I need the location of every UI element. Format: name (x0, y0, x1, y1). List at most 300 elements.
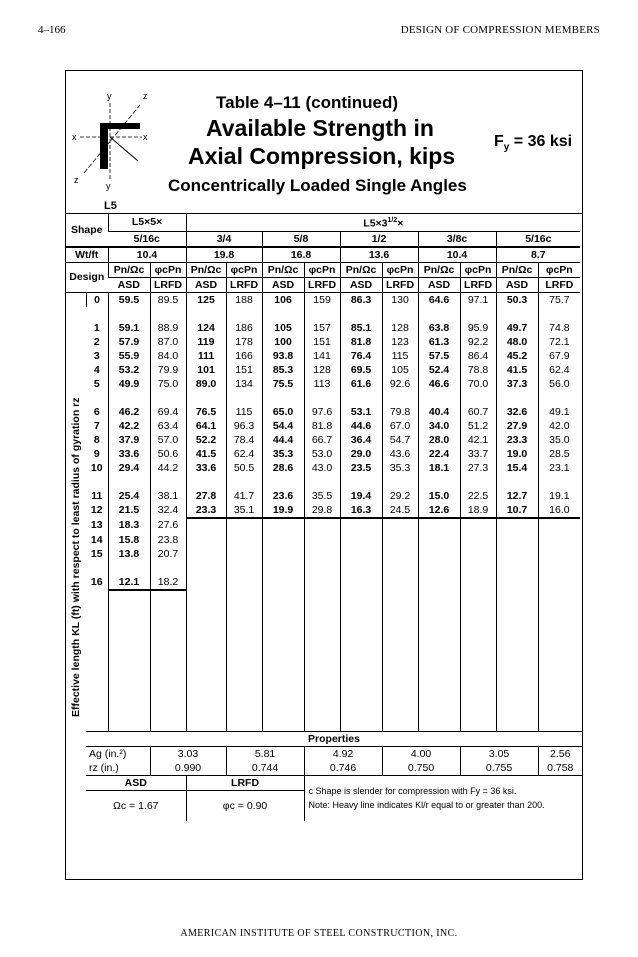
asd-cell: 124 (186, 321, 226, 335)
kl-value: 3 (93, 349, 100, 362)
asd-cell: 111 (186, 349, 226, 363)
wt-label: Wt/ft (66, 247, 108, 263)
kl-value: 6 (93, 405, 100, 418)
asd-cell: 23.5 (340, 461, 382, 475)
asd-cell: 40.4 (418, 405, 460, 419)
lrfd-footer-label: LRFD (186, 775, 304, 790)
kl-value: 11 (91, 489, 103, 502)
page-header (38, 24, 600, 42)
lrfd-cell (382, 533, 418, 547)
lrfd-cell (538, 575, 580, 590)
asd-cell: 10.7 (496, 503, 538, 518)
phi-pn-header: φcPn (304, 262, 340, 277)
table-row (66, 292, 582, 307)
filler-row (66, 605, 582, 619)
lrfd-cell: 43.6 (382, 447, 418, 461)
asd-header: ASD (108, 277, 150, 292)
asd-header: ASD (340, 277, 382, 292)
asd-cell: 53.2 (108, 363, 150, 377)
rz-row-value: 0.746 (304, 761, 382, 776)
lrfd-cell: 35.3 (382, 461, 418, 475)
asd-cell: 49.7 (496, 321, 538, 335)
properties-title-row (66, 731, 582, 746)
lrfd-cell: 35.1 (226, 503, 262, 518)
table-row (66, 377, 582, 391)
pn-omega-header: Pn/Ωc (186, 262, 226, 277)
asd-cell: 81.8 (340, 335, 382, 349)
lrfd-cell: 141 (304, 349, 340, 363)
kl-value: 0 (86, 292, 108, 307)
lrfd-cell: 97.1 (460, 292, 496, 307)
lrfd-cell: 41.7 (226, 489, 262, 503)
asd-cell: 59.1 (108, 321, 150, 335)
kl-value: 15 (90, 547, 103, 560)
asd-cell: 119 (186, 335, 226, 349)
asd-cell (496, 533, 538, 547)
lrfd-cell: 42.1 (460, 433, 496, 447)
asd-cell: 42.2 (108, 419, 150, 433)
filler-row (66, 675, 582, 689)
lrfd-cell: 186 (226, 321, 262, 335)
asd-cell: 89.0 (186, 377, 226, 391)
asd-cell: 32.6 (496, 405, 538, 419)
kl-value: 12 (90, 504, 103, 516)
lrfd-cell: 38.1 (150, 489, 186, 503)
yield-strength: $F_y = 36$ ksi (494, 133, 573, 154)
asd-header: ASD (496, 277, 538, 292)
lrfd-cell: 28.5 (538, 447, 580, 461)
lrfd-cell: 151 (304, 335, 340, 349)
lrfd-cell: 35.5 (304, 489, 340, 503)
lrfd-cell: 56.0 (538, 377, 580, 391)
asd-cell: 45.2 (496, 349, 538, 363)
asd-cell: 18.1 (418, 461, 460, 475)
asd-cell: 63.8 (418, 321, 460, 335)
pn-omega-header: Pn/Ωc (340, 262, 382, 277)
lrfd-cell: 166 (226, 349, 262, 363)
asd-cell: 12.1 (108, 575, 150, 590)
table-subtitle: Concentrically Loaded Single Angles (168, 176, 467, 195)
lrfd-cell: 23.1 (538, 461, 580, 475)
asd-cell: 49.9 (108, 377, 150, 391)
lrfd-cell: 63.4 (150, 419, 186, 433)
lrfd-header: LRFD (304, 277, 340, 292)
lrfd-cell: 50.5 (226, 461, 262, 475)
asd-cell (340, 575, 382, 590)
rz-row-value: 0.750 (382, 761, 460, 776)
shape-l5x5: L5×5× (108, 214, 186, 232)
lrfd-cell: 92.2 (460, 335, 496, 349)
kl-value: 16 (90, 576, 103, 588)
axis-z-top-label: z (143, 91, 148, 101)
lrfd-cell: 134 (226, 377, 262, 391)
lrfd-cell: 62.4 (538, 363, 580, 377)
asd-cell (262, 518, 304, 533)
lrfd-cell (226, 533, 262, 547)
asd-cell: 12.7 (496, 489, 538, 503)
asd-cell: 53.1 (340, 405, 382, 419)
lrfd-cell (304, 533, 340, 547)
rz-row-label: rz (in.) (89, 761, 119, 774)
lrfd-cell (304, 547, 340, 561)
shape-l5x3: $L5\times 3^{1/2}\times$ (186, 214, 580, 232)
asd-cell: 44.6 (340, 419, 382, 433)
rz-row-value: 0.744 (226, 761, 304, 776)
asd-cell: 85.3 (262, 363, 304, 377)
lrfd-cell: 78.4 (226, 433, 262, 447)
asd-cell: 44.4 (262, 433, 304, 447)
lrfd-cell: 123 (382, 335, 418, 349)
lrfd-cell (460, 575, 496, 590)
lrfd-cell: 19.1 (538, 489, 580, 503)
lrfd-cell: 84.0 (150, 349, 186, 363)
lrfd-cell (304, 575, 340, 590)
lrfd-cell: 24.5 (382, 503, 418, 518)
table-row (66, 321, 582, 335)
properties-label: Properties (86, 731, 582, 746)
thickness-cell: 5/16c (496, 231, 580, 247)
lrfd-cell: 57.0 (150, 433, 186, 447)
asd-cell: 85.1 (340, 321, 382, 335)
lrfd-cell: 78.8 (460, 363, 496, 377)
table-row (66, 363, 582, 377)
lrfd-cell: 130 (382, 292, 418, 307)
thickness-cell: 3/4 (186, 231, 262, 247)
table-notes (304, 775, 582, 821)
lrfd-header: LRFD (382, 277, 418, 292)
phi-pn-header: φcPn (460, 262, 496, 277)
lrfd-header: LRFD (150, 277, 186, 292)
lrfd-cell: 29.8 (304, 503, 340, 518)
lrfd-cell: 96.3 (226, 419, 262, 433)
asd-cell: 57.9 (108, 335, 150, 349)
asd-cell: 75.5 (262, 377, 304, 391)
asd-cell: 55.9 (108, 349, 150, 363)
asd-cell: 106 (262, 292, 304, 307)
table-row (66, 489, 582, 503)
lrfd-cell: 20.7 (150, 547, 186, 561)
asd-cell: 65.0 (262, 405, 304, 419)
filler-row (66, 633, 582, 647)
lrfd-cell: 35.0 (538, 433, 580, 447)
table-row (66, 447, 582, 461)
area-row-label: Ag (in.²) (89, 747, 127, 760)
pn-omega-header: Pn/Ωc (262, 262, 304, 277)
asd-cell (186, 547, 226, 561)
asd-cell: 23.6 (262, 489, 304, 503)
asd-cell: 125 (186, 292, 226, 307)
area-row-value: 3.03 (150, 746, 226, 761)
lrfd-cell: 75.0 (150, 377, 186, 391)
weight-cell: 19.8 (186, 247, 262, 263)
asd-cell: 21.5 (108, 503, 150, 518)
asd-cell: 76.5 (186, 405, 226, 419)
lrfd-cell: 27.3 (460, 461, 496, 475)
shape-label: Shape (71, 223, 103, 236)
lrfd-cell: 151 (226, 363, 262, 377)
kl-value: 14 (90, 533, 103, 546)
section-title: DESIGN OF COMPRESSION MEMBERS (400, 24, 600, 36)
asd-cell: 29.4 (108, 461, 150, 475)
lrfd-cell: 159 (304, 292, 340, 307)
asd-cell: 50.3 (496, 292, 538, 307)
asd-cell (340, 547, 382, 561)
asd-cell: 12.6 (418, 503, 460, 518)
asd-cell: 15.8 (108, 533, 150, 547)
asd-cell: 105 (262, 321, 304, 335)
phi-pn-header: φcPn (226, 262, 262, 277)
weight-row (66, 247, 582, 263)
lrfd-cell (304, 518, 340, 533)
table-row (66, 349, 582, 363)
asd-cell (340, 518, 382, 533)
axis-y-bottom-label: y (106, 181, 111, 191)
lrfd-cell (538, 533, 580, 547)
lrfd-cell: 22.5 (460, 489, 496, 503)
design-header-row (66, 262, 582, 277)
lrfd-cell: 67.0 (382, 419, 418, 433)
lrfd-cell: 115 (382, 349, 418, 363)
lrfd-cell: 44.2 (150, 461, 186, 475)
lrfd-cell (538, 518, 580, 533)
filler-row (66, 717, 582, 732)
asd-cell (418, 518, 460, 533)
asd-header: ASD (186, 277, 226, 292)
filler-row (66, 619, 582, 633)
filler-row (66, 661, 582, 675)
asd-cell: 86.3 (340, 292, 382, 307)
lrfd-cell: 72.1 (538, 335, 580, 349)
page-footer: AMERICAN INSTITUTE OF STEEL CONSTRUCTION, INC. (180, 928, 458, 939)
area-row-value: 3.05 (460, 746, 538, 761)
asd-cell: 18.3 (108, 518, 150, 533)
asd-cell: 52.4 (418, 363, 460, 377)
strength-table (66, 213, 582, 821)
filler-row (66, 590, 582, 605)
table-number: Table 4–11 (continued) (216, 93, 399, 112)
pn-omega-header: Pn/Ωc (496, 262, 538, 277)
axis-z-bottom-label: z (74, 175, 79, 185)
weight-cell: 8.7 (496, 247, 580, 263)
thickness-cell: 5/8 (262, 231, 340, 247)
lrfd-cell: 75.7 (538, 292, 580, 307)
pn-omega-header: Pn/Ωc (108, 262, 150, 277)
area-row-value: 4.00 (382, 746, 460, 761)
diagram-label: L5 (104, 200, 117, 212)
lrfd-cell: 23.8 (150, 533, 186, 547)
row-gap (66, 475, 582, 489)
asd-cell: 46.2 (108, 405, 150, 419)
phi-value: φc = 0.90 (186, 790, 304, 821)
kl-value: 8 (93, 433, 100, 446)
area-row-value: 2.56 (538, 746, 582, 761)
table-row (66, 405, 582, 419)
rz-row (66, 761, 582, 776)
lrfd-cell: 42.0 (538, 419, 580, 433)
lrfd-cell: 33.7 (460, 447, 496, 461)
asd-cell: 29.0 (340, 447, 382, 461)
thickness-cell: 5/16c (108, 231, 186, 247)
kl-value: 7 (93, 419, 100, 432)
asd-cell: 59.5 (108, 292, 150, 307)
lrfd-cell (460, 547, 496, 561)
rz-row-value: 0.758 (538, 761, 582, 776)
area-row (66, 746, 582, 761)
asd-cell: 36.4 (340, 433, 382, 447)
table-row (66, 461, 582, 475)
kl-value: 13 (90, 519, 103, 531)
weight-cell: 13.6 (340, 247, 418, 263)
asd-cell: 101 (186, 363, 226, 377)
lrfd-cell: 51.2 (460, 419, 496, 433)
lrfd-cell: 50.6 (150, 447, 186, 461)
rz-row-value: 0.990 (150, 761, 226, 776)
lrfd-cell (226, 575, 262, 590)
asd-cell (340, 533, 382, 547)
asd-lrfd-row (66, 277, 582, 292)
lrfd-cell: 88.9 (150, 321, 186, 335)
asd-cell (418, 533, 460, 547)
lrfd-cell: 18.9 (460, 503, 496, 518)
row-gap (66, 391, 582, 405)
asd-cell (418, 575, 460, 590)
lrfd-cell: 29.2 (382, 489, 418, 503)
asd-cell (186, 518, 226, 533)
phi-pn-header: φcPn (150, 262, 186, 277)
asd-cell: 27.9 (496, 419, 538, 433)
weight-cell: 10.4 (418, 247, 496, 263)
lrfd-cell: 89.5 (150, 292, 186, 307)
asd-cell: 33.6 (186, 461, 226, 475)
lrfd-cell (538, 547, 580, 561)
lrfd-cell: 105 (382, 363, 418, 377)
lrfd-cell: 87.0 (150, 335, 186, 349)
lrfd-cell: 49.1 (538, 405, 580, 419)
asd-cell: 16.3 (340, 503, 382, 518)
asd-cell: 35.3 (262, 447, 304, 461)
lrfd-cell (382, 575, 418, 590)
asd-cell: 37.3 (496, 377, 538, 391)
asd-cell (262, 575, 304, 590)
lrfd-cell: 27.6 (150, 518, 186, 533)
lrfd-cell: 92.6 (382, 377, 418, 391)
weight-cell: 10.4 (108, 247, 186, 263)
lrfd-cell: 128 (382, 321, 418, 335)
row-gap (66, 307, 582, 321)
lrfd-cell: 32.4 (150, 503, 186, 518)
table-title-line1: Available Strength in (206, 115, 434, 141)
asd-cell: 27.8 (186, 489, 226, 503)
axis-x-right-label: x (143, 132, 148, 142)
asd-cell: 100 (262, 335, 304, 349)
asd-cell: 57.5 (418, 349, 460, 363)
asd-cell: 37.9 (108, 433, 150, 447)
table-title-line2: Axial Compression, kips (188, 143, 456, 169)
filler-row (66, 689, 582, 703)
table-row (66, 433, 582, 447)
asd-cell: 19.4 (340, 489, 382, 503)
filler-row (66, 703, 582, 717)
lrfd-cell (460, 518, 496, 533)
asd-cell (262, 547, 304, 561)
asd-cell: 34.0 (418, 419, 460, 433)
pn-omega-header: Pn/Ωc (418, 262, 460, 277)
asd-cell: 41.5 (186, 447, 226, 461)
thickness-cell: 3/8c (418, 231, 496, 247)
asd-cell: 76.4 (340, 349, 382, 363)
lrfd-cell: 54.7 (382, 433, 418, 447)
asd-cell (496, 547, 538, 561)
asd-cell: 22.4 (418, 447, 460, 461)
table-row (66, 518, 582, 533)
lrfd-cell: 95.9 (460, 321, 496, 335)
lrfd-cell: 74.8 (538, 321, 580, 335)
table-frame (65, 70, 583, 880)
lrfd-cell: 79.9 (150, 363, 186, 377)
lrfd-header: LRFD (460, 277, 496, 292)
omega-value: Ωc = 1.67 (113, 799, 159, 812)
lrfd-cell: 67.9 (538, 349, 580, 363)
asd-cell: 69.5 (340, 363, 382, 377)
lrfd-cell: 81.8 (304, 419, 340, 433)
axis-y-top-label: y (107, 91, 112, 101)
slender-note: c Shape is slender for compression with Fy = 36 ksi. (308, 786, 517, 796)
asd-cell: 13.8 (108, 547, 150, 561)
lrfd-cell: 62.4 (226, 447, 262, 461)
asd-cell: 41.5 (496, 363, 538, 377)
lrfd-cell: 79.8 (382, 405, 418, 419)
lrfd-cell: 188 (226, 292, 262, 307)
lrfd-cell (382, 518, 418, 533)
asd-cell (496, 575, 538, 590)
lrfd-cell: 86.4 (460, 349, 496, 363)
asd-cell (262, 533, 304, 547)
asd-footer-label: ASD (86, 775, 186, 790)
thickness-cell: 1/2 (340, 231, 418, 247)
page-number: 4–166 (38, 24, 66, 36)
design-label: Design (66, 262, 108, 292)
lrfd-cell (460, 533, 496, 547)
asd-cell: 28.0 (418, 433, 460, 447)
asd-cell: 64.6 (418, 292, 460, 307)
kl-value: 9 (93, 447, 100, 460)
asd-header: ASD (418, 277, 460, 292)
asd-cell: 23.3 (496, 433, 538, 447)
lrfd-cell: 18.2 (150, 575, 186, 590)
lrfd-cell: 157 (304, 321, 340, 335)
asd-cell (186, 575, 226, 590)
lrfd-cell: 66.7 (304, 433, 340, 447)
asd-cell: 61.6 (340, 377, 382, 391)
kl-value: 5 (93, 377, 100, 390)
angle-section-diagram (70, 85, 150, 215)
kl-value: 1 (93, 321, 100, 334)
area-row-value: 4.92 (304, 746, 382, 761)
asd-cell: 15.0 (418, 489, 460, 503)
lrfd-cell: 16.0 (538, 503, 580, 518)
asd-cell: 48.0 (496, 335, 538, 349)
lrfd-header: LRFD (538, 277, 580, 292)
table-row (66, 547, 582, 561)
asd-cell: 46.6 (418, 377, 460, 391)
heavy-line-note: Note: Heavy line indicates Kl/r equal to or greater than 200. (308, 800, 545, 810)
rz-row-value: 0.755 (460, 761, 538, 776)
phi-pn-header: φcPn (538, 262, 580, 277)
area-row-value: 5.81 (226, 746, 304, 761)
asd-cell: 25.4 (108, 489, 150, 503)
asd-cell: 93.8 (262, 349, 304, 363)
lrfd-cell: 113 (304, 377, 340, 391)
